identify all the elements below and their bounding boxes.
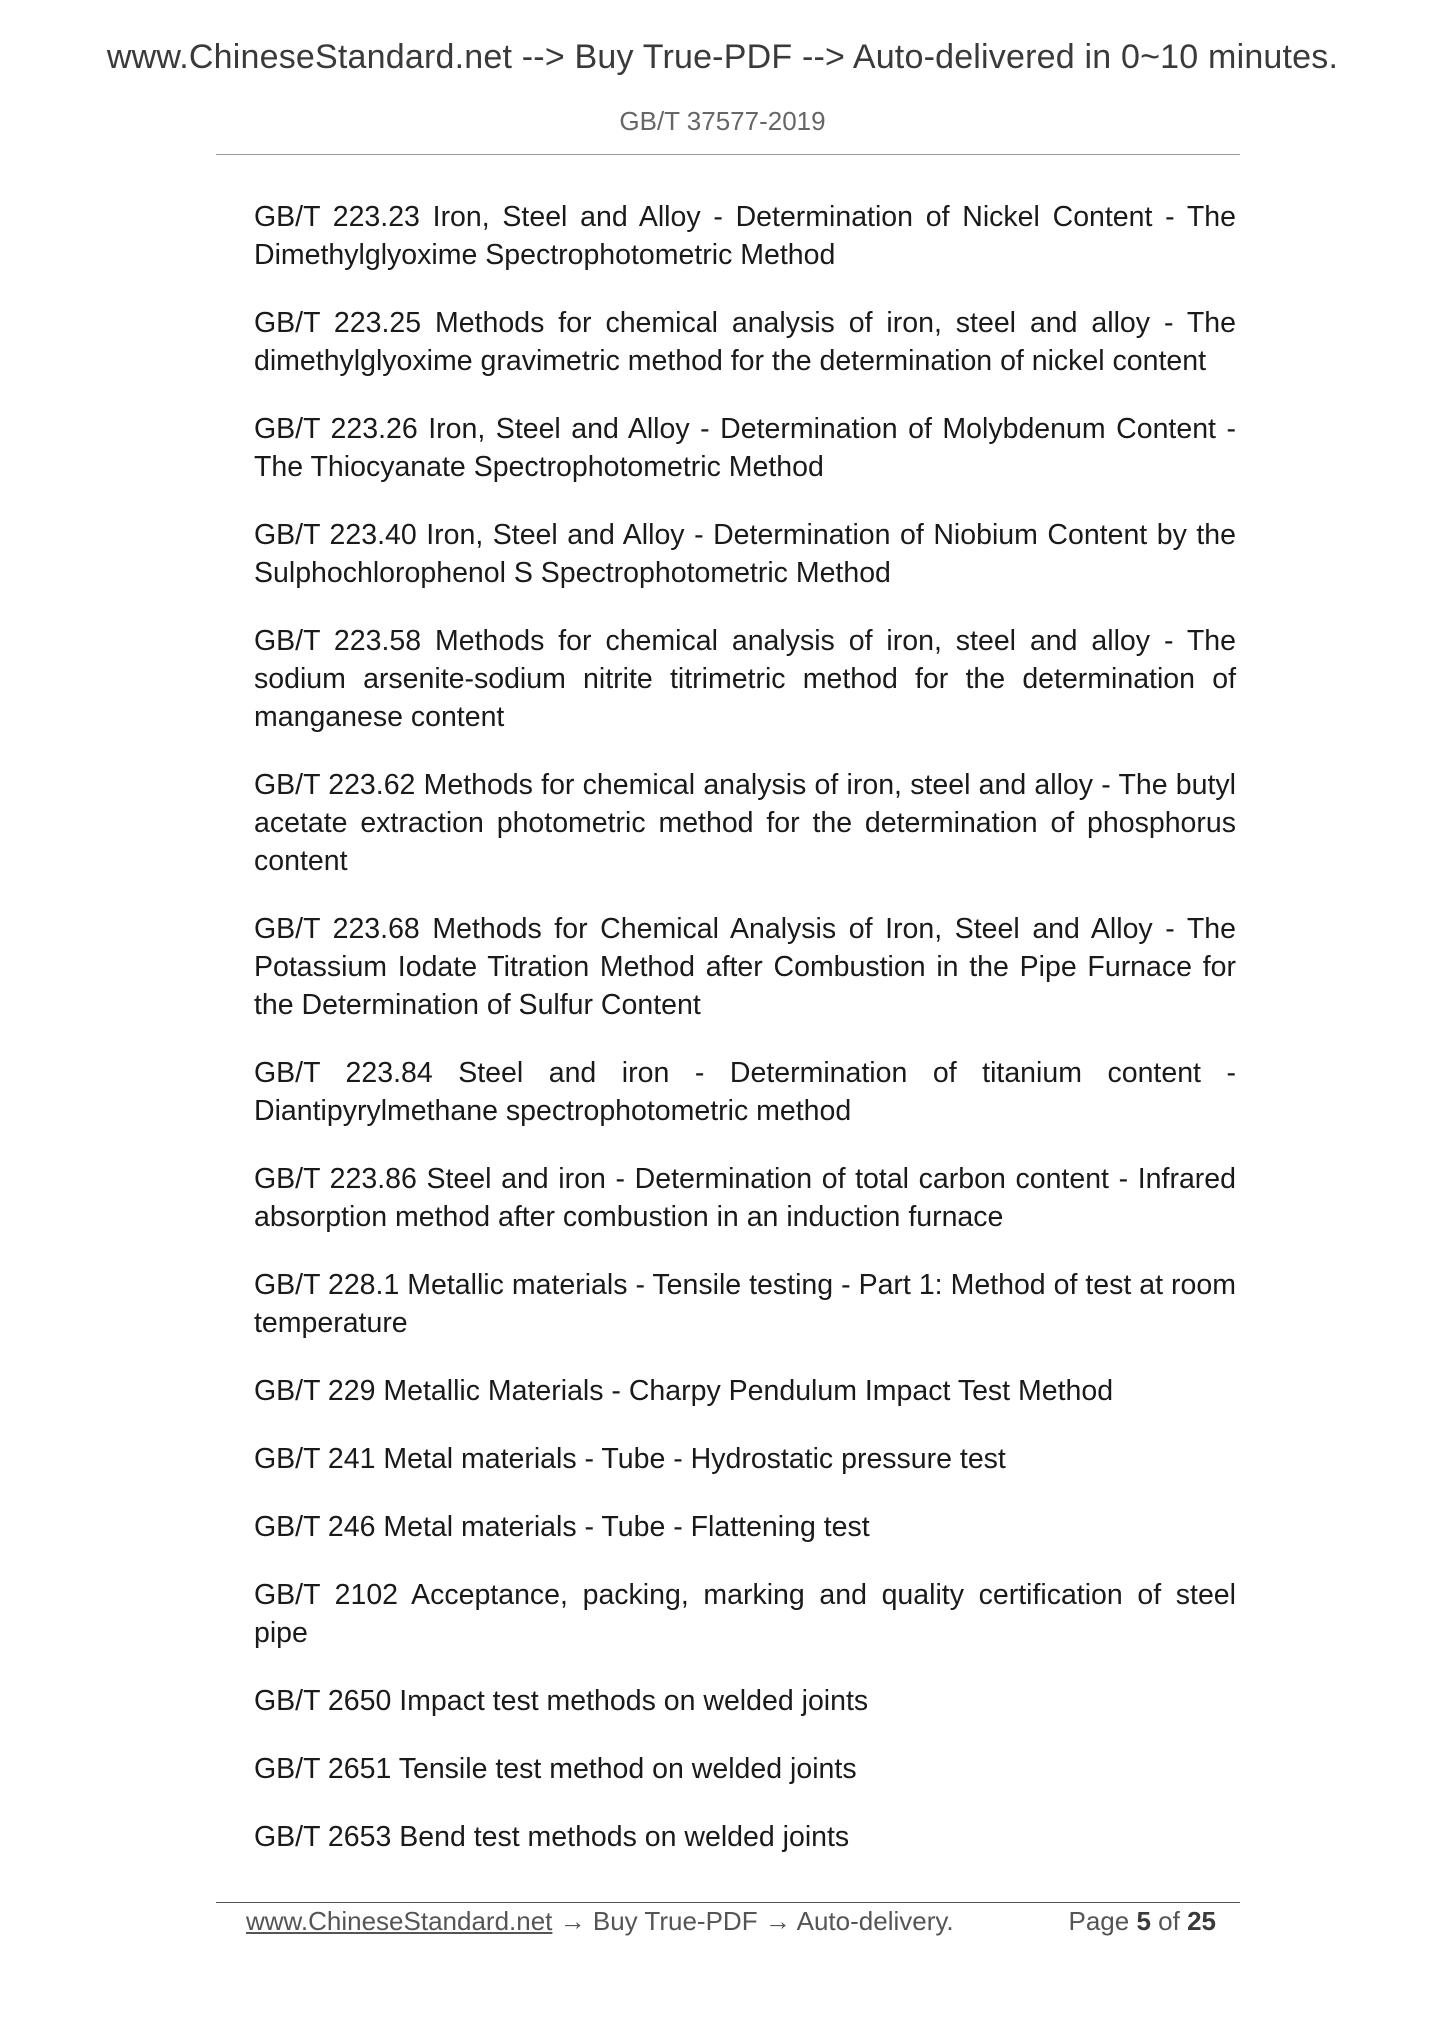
header-divider — [216, 154, 1240, 155]
top-banner: www.ChineseStandard.net --> Buy True-PDF --> Auto-delivered in 0~10 minutes. — [106, 38, 1339, 76]
page-number: 5 — [1136, 1906, 1151, 1936]
reference-item: GB/T 246 Metal materials - Tube - Flattening test — [254, 1511, 870, 1543]
reference-item: GB/T 223.68 Methods for Chemical Analysis of Iron, Steel and Alloy - The Potassium Iodate Titration Method after Combustion in the Pipe Furnace for the Determination of Sulfur Content — [254, 913, 1236, 1021]
reference-item: GB/T 223.62 Methods for chemical analysis of iron, steel and alloy - The butyl acetate extraction photometric method for the determination of phosphorus content — [254, 769, 1236, 877]
arrow-right-icon: → — [764, 1906, 791, 1936]
of-label: of — [1158, 1906, 1180, 1936]
reference-item: GB/T 223.25 Methods for chemical analysis of iron, steel and alloy - The dimethylglyoxime gravimetric method for the determination of nickel content — [254, 307, 1236, 377]
footer-site-link[interactable]: www.ChineseStandard.net — [246, 1906, 553, 1936]
reference-item: GB/T 223.26 Iron, Steel and Alloy - Determination of Molybdenum Content - The Thiocyanate Spectrophotometric Method — [254, 413, 1236, 483]
reference-item: GB/T 2650 Impact test methods on welded joints — [254, 1685, 869, 1717]
document-code: GB/T 37577-2019 — [619, 106, 826, 136]
reference-item: GB/T 2651 Tensile test method on welded joints — [254, 1753, 857, 1785]
reference-item: GB/T 223.23 Iron, Steel and Alloy - Determination of Nickel Content - The Dimethylglyoxime Spectrophotometric Method — [254, 201, 1236, 271]
total-pages: 25 — [1187, 1906, 1216, 1936]
normative-references-list — [254, 198, 1236, 1886]
page-footer — [246, 1906, 1216, 1942]
reference-item: GB/T 228.1 Metallic materials - Tensile testing - Part 1: Method of test at room temperature — [254, 1269, 1236, 1339]
footer-delivery-text: Auto-delivery. — [796, 1906, 954, 1936]
footer-buy-text: Buy True-PDF — [592, 1906, 758, 1936]
arrow-right-icon: → — [559, 1906, 586, 1936]
footer-promo — [246, 1906, 954, 1937]
reference-item: GB/T 223.40 Iron, Steel and Alloy - Determination of Niobium Content by the Sulphochlorophenol S Spectrophotometric Method — [254, 519, 1236, 589]
reference-item: GB/T 229 Metallic Materials - Charpy Pendulum Impact Test Method — [254, 1375, 1114, 1407]
page-label: Page — [1068, 1906, 1130, 1936]
page-indicator — [1068, 1906, 1216, 1937]
reference-item: GB/T 223.86 Steel and iron - Determination of total carbon content - Infrared absorption method after combustion in an induction furnace — [254, 1163, 1236, 1233]
reference-item: GB/T 241 Metal materials - Tube - Hydrostatic pressure test — [254, 1443, 1006, 1475]
reference-item: GB/T 223.58 Methods for chemical analysis of iron, steel and alloy - The sodium arsenite-sodium nitrite titrimetric method for the determination of manganese content — [254, 625, 1236, 733]
reference-item: GB/T 223.84 Steel and iron - Determination of titanium content - Diantipyrylmethane spectrophotometric method — [254, 1057, 1236, 1127]
footer-divider — [216, 1902, 1240, 1903]
reference-item: GB/T 2653 Bend test methods on welded joints — [254, 1821, 850, 1853]
reference-item: GB/T 2102 Acceptance, packing, marking and quality certification of steel pipe — [254, 1579, 1236, 1649]
